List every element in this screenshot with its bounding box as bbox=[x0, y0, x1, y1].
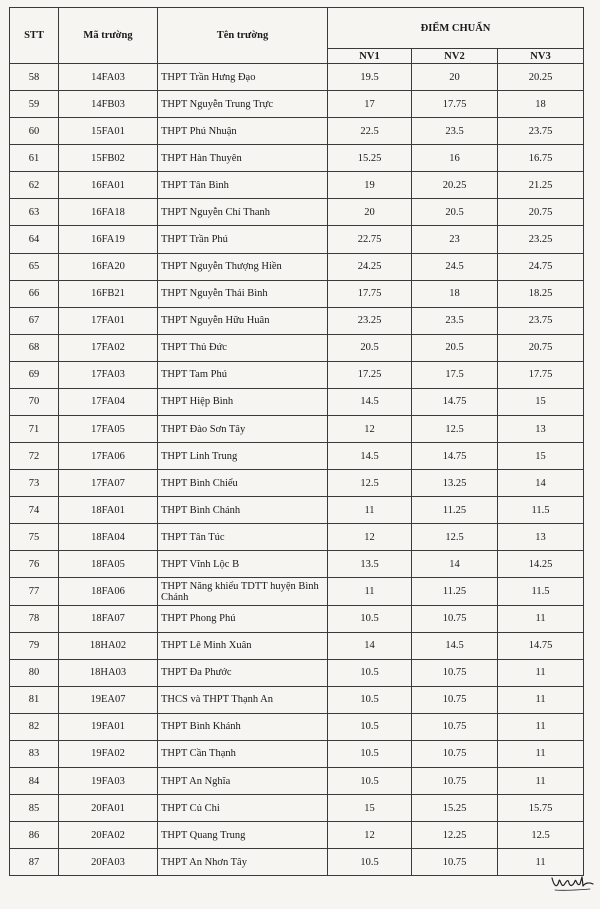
row-school-name: THPT Phong Phú bbox=[158, 605, 328, 632]
row-score-nv3: 12.5 bbox=[498, 822, 584, 849]
row-score-nv1: 15.25 bbox=[328, 145, 412, 172]
table-row bbox=[10, 118, 584, 145]
row-school-code: 16FA20 bbox=[59, 253, 158, 280]
row-score-nv1: 10.5 bbox=[328, 659, 412, 686]
row-stt: 71 bbox=[10, 416, 59, 443]
row-school-code: 15FA01 bbox=[59, 118, 158, 145]
row-score-nv3: 23.75 bbox=[498, 307, 584, 334]
admission-scores-table bbox=[9, 7, 584, 876]
row-score-nv3: 11.5 bbox=[498, 578, 584, 605]
table-row bbox=[10, 524, 584, 551]
row-school-code: 17FA07 bbox=[59, 470, 158, 497]
table-row bbox=[10, 226, 584, 253]
row-score-nv3: 23.75 bbox=[498, 118, 584, 145]
row-score-nv3: 23.25 bbox=[498, 226, 584, 253]
row-score-nv2: 18 bbox=[412, 280, 498, 307]
row-score-nv1: 17 bbox=[328, 91, 412, 118]
table-row bbox=[10, 605, 584, 632]
row-score-nv1: 19 bbox=[328, 172, 412, 199]
row-score-nv1: 19.5 bbox=[328, 64, 412, 91]
row-score-nv3: 14 bbox=[498, 470, 584, 497]
row-score-nv3: 15 bbox=[498, 443, 584, 470]
row-school-name: THPT Trần Phú bbox=[158, 226, 328, 253]
table-row bbox=[10, 334, 584, 361]
row-score-nv3: 13 bbox=[498, 524, 584, 551]
row-stt: 62 bbox=[10, 172, 59, 199]
row-score-nv1: 15 bbox=[328, 795, 412, 822]
table-row bbox=[10, 145, 584, 172]
row-score-nv1: 12 bbox=[328, 524, 412, 551]
row-school-code: 16FA01 bbox=[59, 172, 158, 199]
row-score-nv3: 24.75 bbox=[498, 253, 584, 280]
row-score-nv1: 12 bbox=[328, 822, 412, 849]
row-score-nv2: 13.25 bbox=[412, 470, 498, 497]
row-score-nv1: 20 bbox=[328, 199, 412, 226]
row-stt: 70 bbox=[10, 388, 59, 415]
row-score-nv2: 24.5 bbox=[412, 253, 498, 280]
table-row bbox=[10, 253, 584, 280]
row-score-nv3: 11.5 bbox=[498, 497, 584, 524]
table-row bbox=[10, 443, 584, 470]
row-school-name: THCS và THPT Thạnh An bbox=[158, 686, 328, 713]
row-school-code: 17FA01 bbox=[59, 307, 158, 334]
row-score-nv2: 14 bbox=[412, 551, 498, 578]
row-school-name: THPT Thủ Đức bbox=[158, 334, 328, 361]
table-row bbox=[10, 849, 584, 876]
table-row bbox=[10, 416, 584, 443]
row-score-nv3: 11 bbox=[498, 768, 584, 795]
row-school-name: THPT Cần Thạnh bbox=[158, 740, 328, 767]
row-score-nv1: 14 bbox=[328, 632, 412, 659]
row-stt: 86 bbox=[10, 822, 59, 849]
row-school-code: 16FB21 bbox=[59, 280, 158, 307]
row-school-code: 18FA05 bbox=[59, 551, 158, 578]
row-score-nv2: 16 bbox=[412, 145, 498, 172]
header-nv1: NV1 bbox=[328, 49, 412, 64]
row-school-name: THPT Nguyễn Trung Trực bbox=[158, 91, 328, 118]
row-score-nv2: 10.75 bbox=[412, 740, 498, 767]
row-stt: 76 bbox=[10, 551, 59, 578]
row-stt: 74 bbox=[10, 497, 59, 524]
row-score-nv2: 20.5 bbox=[412, 334, 498, 361]
row-score-nv1: 10.5 bbox=[328, 768, 412, 795]
row-school-code: 18FA01 bbox=[59, 497, 158, 524]
row-school-code: 20FA03 bbox=[59, 849, 158, 876]
row-stt: 64 bbox=[10, 226, 59, 253]
table-row bbox=[10, 172, 584, 199]
row-school-name: THPT Trần Hưng Đạo bbox=[158, 64, 328, 91]
table-row bbox=[10, 795, 584, 822]
row-score-nv2: 15.25 bbox=[412, 795, 498, 822]
row-stt: 67 bbox=[10, 307, 59, 334]
row-stt: 77 bbox=[10, 578, 59, 605]
row-score-nv1: 22.75 bbox=[328, 226, 412, 253]
row-score-nv1: 10.5 bbox=[328, 849, 412, 876]
row-stt: 58 bbox=[10, 64, 59, 91]
table-row bbox=[10, 713, 584, 740]
row-school-code: 19EA07 bbox=[59, 686, 158, 713]
row-score-nv1: 12 bbox=[328, 416, 412, 443]
row-school-name: THPT Phú Nhuận bbox=[158, 118, 328, 145]
row-score-nv3: 20.25 bbox=[498, 64, 584, 91]
row-school-code: 20FA02 bbox=[59, 822, 158, 849]
row-school-code: 16FA18 bbox=[59, 199, 158, 226]
row-school-code: 19FA01 bbox=[59, 713, 158, 740]
row-school-name: THPT Vĩnh Lộc B bbox=[158, 551, 328, 578]
row-stt: 63 bbox=[10, 199, 59, 226]
row-stt: 87 bbox=[10, 849, 59, 876]
table-row bbox=[10, 686, 584, 713]
row-school-name: THPT Linh Trung bbox=[158, 443, 328, 470]
row-stt: 84 bbox=[10, 768, 59, 795]
table-row bbox=[10, 551, 584, 578]
row-score-nv1: 14.5 bbox=[328, 388, 412, 415]
row-school-code: 20FA01 bbox=[59, 795, 158, 822]
row-score-nv3: 17.75 bbox=[498, 361, 584, 388]
row-stt: 83 bbox=[10, 740, 59, 767]
row-school-name: THPT Củ Chi bbox=[158, 795, 328, 822]
row-school-code: 18HA03 bbox=[59, 659, 158, 686]
table-row bbox=[10, 199, 584, 226]
row-stt: 68 bbox=[10, 334, 59, 361]
table-row bbox=[10, 632, 584, 659]
table-row bbox=[10, 280, 584, 307]
header-nv2: NV2 bbox=[412, 49, 498, 64]
row-score-nv1: 22.5 bbox=[328, 118, 412, 145]
row-score-nv3: 13 bbox=[498, 416, 584, 443]
row-school-name: THPT Đào Sơn Tây bbox=[158, 416, 328, 443]
row-school-code: 18FA04 bbox=[59, 524, 158, 551]
row-school-name: THPT Đa Phước bbox=[158, 659, 328, 686]
row-school-code: 17FA02 bbox=[59, 334, 158, 361]
table-row bbox=[10, 64, 584, 91]
row-score-nv1: 17.25 bbox=[328, 361, 412, 388]
row-school-name: THPT An Nhơn Tây bbox=[158, 849, 328, 876]
row-score-nv3: 18.25 bbox=[498, 280, 584, 307]
row-stt: 75 bbox=[10, 524, 59, 551]
table-row bbox=[10, 740, 584, 767]
row-score-nv1: 10.5 bbox=[328, 605, 412, 632]
row-school-code: 17FA06 bbox=[59, 443, 158, 470]
row-score-nv2: 14.75 bbox=[412, 443, 498, 470]
row-score-nv3: 21.25 bbox=[498, 172, 584, 199]
row-school-name: THPT Nguyễn Hữu Huân bbox=[158, 307, 328, 334]
row-school-code: 18FA07 bbox=[59, 605, 158, 632]
row-school-code: 17FA04 bbox=[59, 388, 158, 415]
row-score-nv2: 12.5 bbox=[412, 416, 498, 443]
row-score-nv3: 11 bbox=[498, 740, 584, 767]
row-stt: 82 bbox=[10, 713, 59, 740]
row-score-nv1: 20.5 bbox=[328, 334, 412, 361]
row-school-name: THPT Tân Túc bbox=[158, 524, 328, 551]
row-school-code: 17FA03 bbox=[59, 361, 158, 388]
row-score-nv1: 11 bbox=[328, 578, 412, 605]
table-row bbox=[10, 470, 584, 497]
row-school-name: THPT Bình Chiểu bbox=[158, 470, 328, 497]
table-row bbox=[10, 307, 584, 334]
row-stt: 65 bbox=[10, 253, 59, 280]
row-score-nv3: 14.25 bbox=[498, 551, 584, 578]
row-score-nv2: 10.75 bbox=[412, 659, 498, 686]
header-school-name: Tên trường bbox=[158, 8, 328, 64]
row-school-name: THPT Bình Khánh bbox=[158, 713, 328, 740]
row-score-nv1: 10.5 bbox=[328, 686, 412, 713]
row-score-nv3: 11 bbox=[498, 713, 584, 740]
row-stt: 60 bbox=[10, 118, 59, 145]
row-score-nv1: 11 bbox=[328, 497, 412, 524]
row-score-nv2: 23.5 bbox=[412, 118, 498, 145]
row-score-nv2: 10.75 bbox=[412, 849, 498, 876]
row-score-nv2: 10.75 bbox=[412, 713, 498, 740]
row-score-nv3: 15 bbox=[498, 388, 584, 415]
row-score-nv3: 20.75 bbox=[498, 334, 584, 361]
row-stt: 72 bbox=[10, 443, 59, 470]
row-school-name: THPT Hiệp Bình bbox=[158, 388, 328, 415]
row-score-nv2: 10.75 bbox=[412, 605, 498, 632]
row-score-nv2: 17.5 bbox=[412, 361, 498, 388]
table-row bbox=[10, 497, 584, 524]
row-score-nv3: 16.75 bbox=[498, 145, 584, 172]
header-school-code: Mã trường bbox=[59, 8, 158, 64]
row-score-nv1: 17.75 bbox=[328, 280, 412, 307]
row-stt: 80 bbox=[10, 659, 59, 686]
row-score-nv2: 14.75 bbox=[412, 388, 498, 415]
table-row bbox=[10, 659, 584, 686]
row-score-nv2: 11.25 bbox=[412, 578, 498, 605]
row-score-nv1: 10.5 bbox=[328, 740, 412, 767]
header-stt: STT bbox=[10, 8, 59, 64]
row-score-nv1: 23.25 bbox=[328, 307, 412, 334]
row-score-nv2: 20.25 bbox=[412, 172, 498, 199]
row-stt: 73 bbox=[10, 470, 59, 497]
row-school-code: 17FA05 bbox=[59, 416, 158, 443]
row-score-nv3: 14.75 bbox=[498, 632, 584, 659]
row-score-nv2: 20.5 bbox=[412, 199, 498, 226]
row-school-name: THPT Hàn Thuyên bbox=[158, 145, 328, 172]
row-school-name: THPT Tân Bình bbox=[158, 172, 328, 199]
row-score-nv1: 14.5 bbox=[328, 443, 412, 470]
row-school-name: THPT An Nghĩa bbox=[158, 768, 328, 795]
header-score-group: ĐIỂM CHUẨN bbox=[328, 8, 584, 49]
row-score-nv3: 11 bbox=[498, 605, 584, 632]
row-score-nv2: 23 bbox=[412, 226, 498, 253]
table-body bbox=[10, 64, 584, 876]
row-school-code: 15FB02 bbox=[59, 145, 158, 172]
table-row bbox=[10, 768, 584, 795]
row-school-name: THPT Năng khiếu TDTT huyện Bình Chánh bbox=[158, 578, 328, 605]
row-school-code: 16FA19 bbox=[59, 226, 158, 253]
row-score-nv1: 10.5 bbox=[328, 713, 412, 740]
row-score-nv2: 17.75 bbox=[412, 91, 498, 118]
row-stt: 69 bbox=[10, 361, 59, 388]
row-score-nv1: 12.5 bbox=[328, 470, 412, 497]
row-school-name: THPT Bình Chánh bbox=[158, 497, 328, 524]
row-school-name: THPT Quang Trung bbox=[158, 822, 328, 849]
row-score-nv2: 12.25 bbox=[412, 822, 498, 849]
row-score-nv2: 12.5 bbox=[412, 524, 498, 551]
row-score-nv2: 20 bbox=[412, 64, 498, 91]
row-stt: 85 bbox=[10, 795, 59, 822]
row-score-nv2: 11.25 bbox=[412, 497, 498, 524]
row-stt: 79 bbox=[10, 632, 59, 659]
row-school-code: 18FA06 bbox=[59, 578, 158, 605]
row-score-nv1: 24.25 bbox=[328, 253, 412, 280]
row-school-code: 19FA03 bbox=[59, 768, 158, 795]
table-row bbox=[10, 361, 584, 388]
row-school-code: 18HA02 bbox=[59, 632, 158, 659]
row-school-name: THPT Nguyễn Thượng Hiền bbox=[158, 253, 328, 280]
row-school-name: THPT Nguyễn Thái Bình bbox=[158, 280, 328, 307]
row-stt: 81 bbox=[10, 686, 59, 713]
row-school-code: 19FA02 bbox=[59, 740, 158, 767]
header-nv3: NV3 bbox=[498, 49, 584, 64]
handwritten-initials-icon bbox=[550, 872, 594, 894]
table-row bbox=[10, 91, 584, 118]
row-score-nv3: 11 bbox=[498, 686, 584, 713]
row-stt: 59 bbox=[10, 91, 59, 118]
table-row bbox=[10, 578, 584, 605]
row-score-nv3: 15.75 bbox=[498, 795, 584, 822]
row-school-name: THPT Tam Phú bbox=[158, 361, 328, 388]
row-score-nv3: 11 bbox=[498, 849, 584, 876]
row-school-name: THPT Nguyễn Chí Thanh bbox=[158, 199, 328, 226]
row-stt: 78 bbox=[10, 605, 59, 632]
row-stt: 61 bbox=[10, 145, 59, 172]
row-score-nv3: 11 bbox=[498, 659, 584, 686]
row-school-name: THPT Lê Minh Xuân bbox=[158, 632, 328, 659]
row-score-nv3: 20.75 bbox=[498, 199, 584, 226]
row-school-code: 14FA03 bbox=[59, 64, 158, 91]
row-score-nv1: 13.5 bbox=[328, 551, 412, 578]
row-score-nv2: 10.75 bbox=[412, 686, 498, 713]
row-score-nv2: 10.75 bbox=[412, 768, 498, 795]
row-score-nv3: 18 bbox=[498, 91, 584, 118]
row-score-nv2: 23.5 bbox=[412, 307, 498, 334]
row-school-code: 14FB03 bbox=[59, 91, 158, 118]
table-row bbox=[10, 822, 584, 849]
row-score-nv2: 14.5 bbox=[412, 632, 498, 659]
row-stt: 66 bbox=[10, 280, 59, 307]
table-row bbox=[10, 388, 584, 415]
